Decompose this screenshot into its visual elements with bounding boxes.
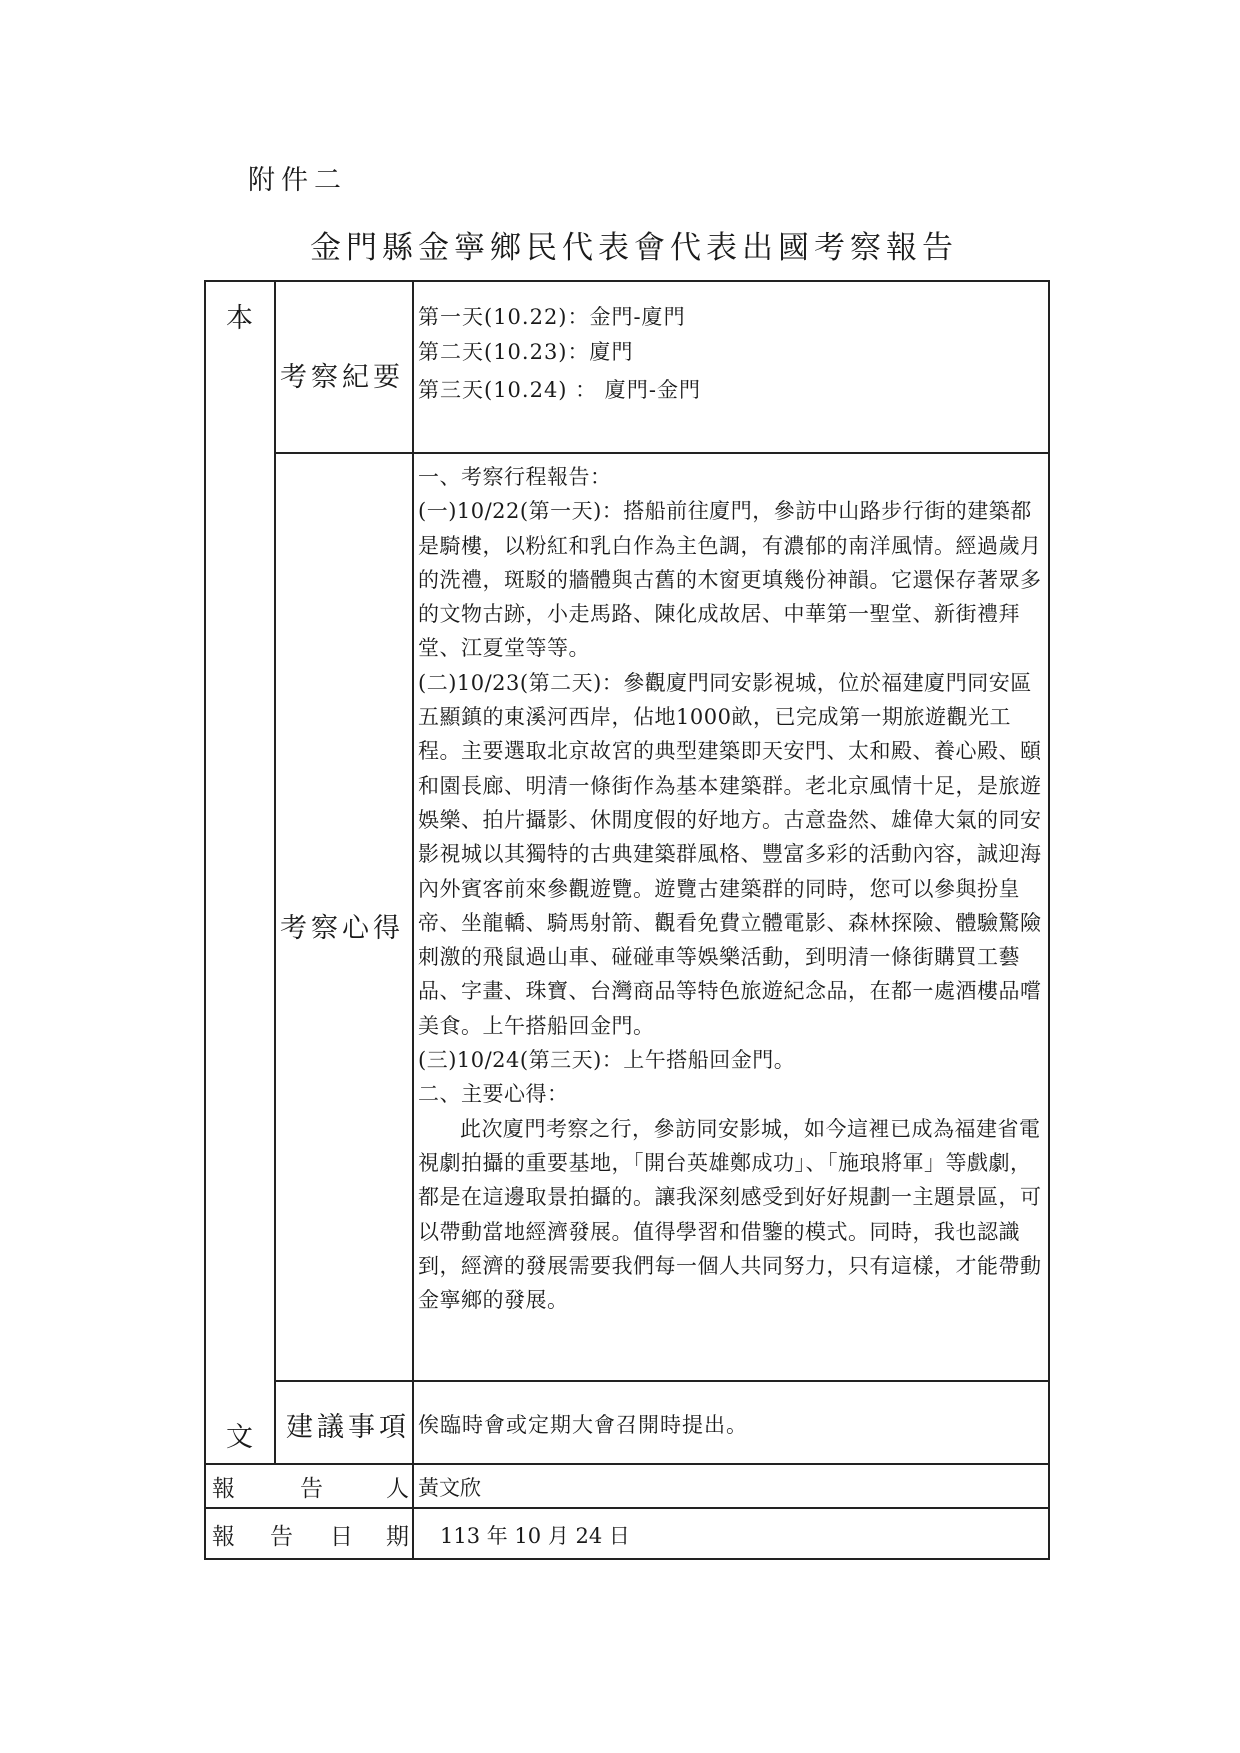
- itinerary-day-2: 第二天(10.23)：廈門: [418, 340, 634, 364]
- reporter-name: 黃文欣: [418, 1476, 481, 1500]
- insight-heading: 二、主要心得：: [418, 1082, 569, 1107]
- summary-label: 考察紀要: [280, 362, 404, 393]
- insight-text: 此次廈門考察之行，參訪同安影城，如今這裡已成為福建省電視劇拍攝的重要基地，「開台英雄鄭成功」、「施琅將軍」等戲劇，都是在這邊取景拍攝的。讓我深刻感受到好好規劃一主題景區，可以帶動當地經濟發展。值得學習和借鑒的模式。同時，我也認識到，經濟的發展需要我們每一個人共同努力，只有這樣，才能帶動金寧鄉的發展。: [418, 1116, 1042, 1313]
- day-2-report: (二)10/23(第二天)：參觀廈門同安影視城，位於福建廈門同安區五顯鎮的東溪河西岸，佔地1000畝，已完成第一期旅遊觀光工程。主要選取北京故宮的典型建築即天安門、太和殿、養心殿、頤和園長廊、明清一條街作為基本建築群。老北京風情十足，是旅遊娛樂、拍片攝影、休閒度假的好地方。古意盎然、雄偉大氣的同安影視城以其獨特的古典建築群風格、豐富多彩的活動內容，誠迎海內外賓客前來參觀遊覽。遊覽古建築群的同時，您可以參與扮皇帝、坐龍轎、騎馬射箭、觀看免費立體電影、森林探險、體驗驚險刺激的飛鼠過山車、碰碰車等娛樂活動，到明清一條街購買工藝品、字畫、珠寶、台灣商品等特色旅遊紀念品，在都一處酒樓品嚐美食。上午搭船回金門。: [418, 670, 1042, 1038]
- attachment-label: 附件二: [248, 165, 347, 196]
- itinerary-day-1: 第一天(10.22)：金門-廈門: [418, 305, 686, 329]
- date-label-char: 告: [270, 1524, 293, 1550]
- side-char-bottom: 文: [226, 1422, 253, 1453]
- reporter-label-char: 告: [300, 1476, 323, 1502]
- reflection-body: [418, 460, 1043, 1317]
- document-title: 金門縣金寧鄉民代表會代表出國考察報告: [310, 230, 958, 266]
- side-char-top: 本: [226, 303, 253, 334]
- table-divider: [204, 1507, 1050, 1509]
- day-1-report: (一)10/22(第一天)：搭船前往廈門，參訪中山路步行街的建築都是騎樓，以粉紅和乳白作為主色調，有濃郁的南洋風情。經過歲月的洗禮，斑駁的牆體與古舊的木窗更填幾份神韻。它還保存著眾多的文物古跡，小走馬路、陳化成故居、中華第一聖堂、新街禮拜堂、江夏堂等等。: [418, 499, 1042, 661]
- table-divider: [274, 280, 276, 1463]
- suggestion-label: 建議事項: [286, 1412, 410, 1443]
- table-divider: [412, 280, 414, 1560]
- report-date-value: 113 年 10 月 24 日: [440, 1524, 630, 1548]
- table-divider: [204, 1463, 1050, 1465]
- itinerary-day-3: 第三天(10.24) ： 廈門-金門: [418, 378, 701, 402]
- date-label-char: 報: [212, 1524, 235, 1550]
- date-label-char: 期: [386, 1524, 409, 1550]
- reporter-label-char: 人: [386, 1476, 409, 1502]
- table-divider: [274, 1380, 1050, 1382]
- report-heading: 一、考察行程報告：: [418, 465, 612, 489]
- suggestion-text: 俟臨時會或定期大會召開時提出。: [418, 1413, 748, 1437]
- table-divider: [274, 452, 1050, 454]
- reflection-label: 考察心得: [280, 913, 404, 944]
- reporter-label-char: 報: [212, 1476, 235, 1502]
- day-3-report: (三)10/24(第三天)：上午搭船回金門。: [418, 1048, 796, 1073]
- date-label-char: 日: [330, 1524, 353, 1550]
